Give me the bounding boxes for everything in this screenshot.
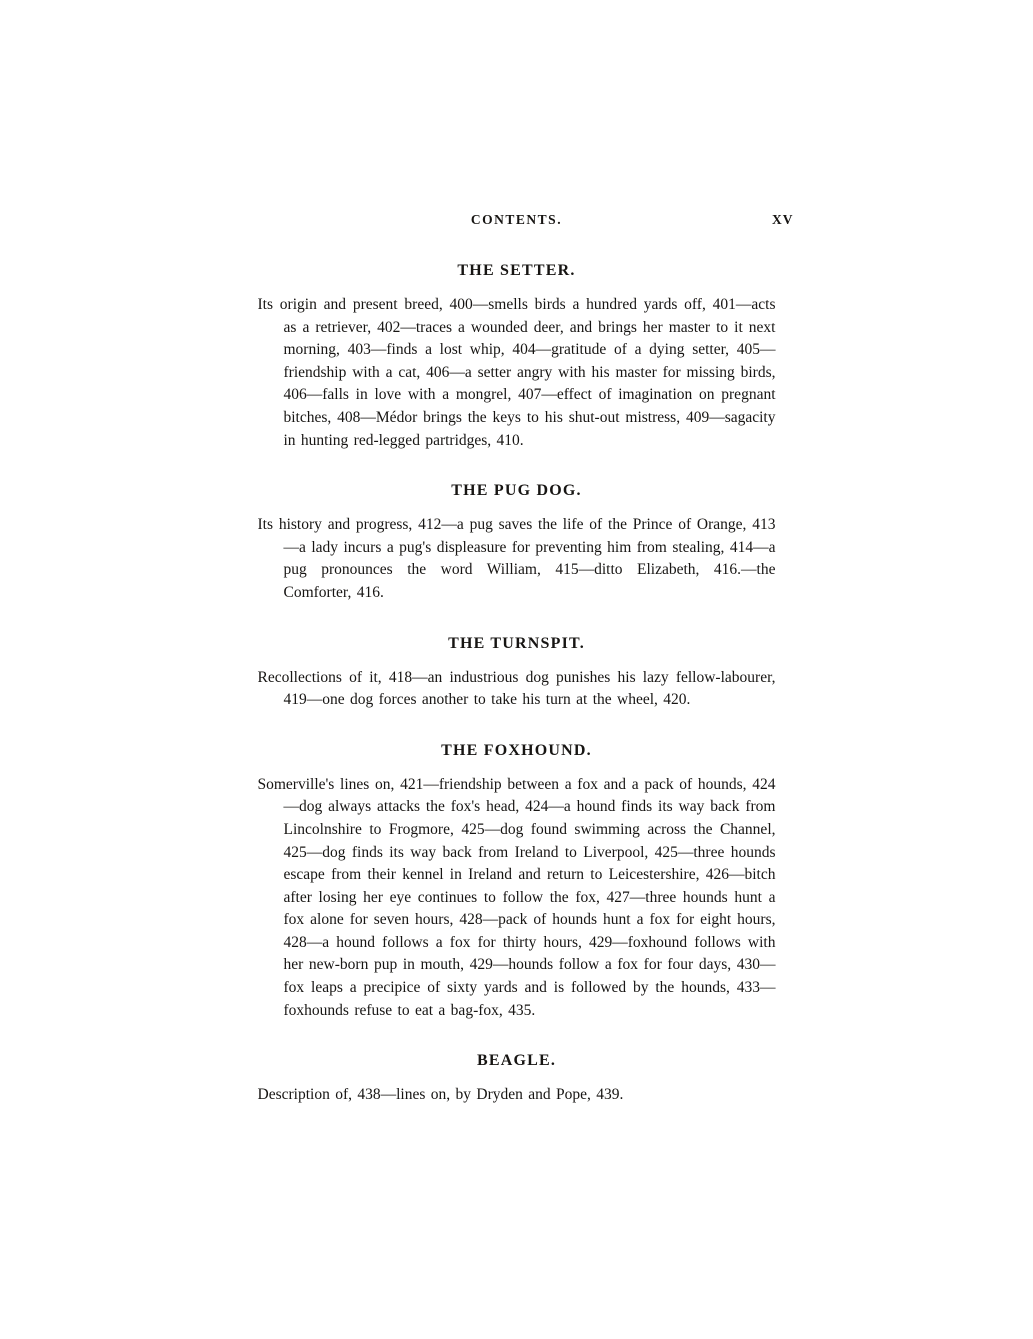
section-heading: BEAGLE. [476,1052,557,1070]
section-body: Recollections of it, 418—an industrious dog punishes his lazy fellow-labourer, 419—one dog forces another to take his turn at the wheel, 420. [257,668,776,709]
page-number: XV [772,212,794,227]
section-heading: THE SETTER. [457,262,576,279]
section-heading: THE PUG DOG. [451,482,582,500]
section-the-setter [258,262,776,452]
section-the-turnspit [258,635,776,712]
section-beagle [258,1052,776,1107]
section-heading: THE FOXHOUND. [441,741,592,759]
page-header [258,212,794,232]
section-the-foxhound [258,742,776,1023]
text-block [257,212,794,1107]
section-the-pug-dog [258,482,776,604]
running-title: CONTENTS. [470,212,563,227]
section-body: Description of, 438—lines on, by Dryden and Pope, 439. [257,1086,624,1104]
section-body: Its origin and present breed, 400—smells birds a hundred yards off, 401—acts as a retriever, 402—traces a wounded deer, and brings her master to it next morning, 403—finds a lost whip, 404—gratitude of a dying setter, 405—friendship with a cat, 406—a setter angry with his master for missing birds, 406—falls in love with a mongrel, 407—effect of imagination on pregnant bitches, 408—Médor brings the keys to his shut-out mistress, 409—sagacity in hunting red-legged partridges, 410. [257,296,776,449]
section-body: Somerville's lines on, 421—friendship between a fox and a pack of hounds, 424—dog always attacks the fox's head, 424—a hound finds its way back from Lincolnshire to Frogmore, 425—dog found swimming across the Channel, 425—dog finds its way back from Ireland to Liverpool, 425—three hounds escape from their kennel in Ireland and return to Leicestershire, 426—bitch after losing her eye continues to follow the fox, 427—three hounds hunt a fox alone for seven hours, 428—pack of hounds hunt a fox for eight hours, 428—a hound follows a fox for thirty hours, 429—foxhound follows with her new-born pup in mouth, 429—hounds follow a fox for four days, 430—fox leaps a precipice of sixty yards and is followed by the hounds, 433—foxhounds refuse to eat a bag-fox, 435. [257,775,776,1019]
section-heading: THE TURNSPIT. [448,634,585,652]
section-body: Its history and progress, 412—a pug saves the life of the Prince of Orange, 413—a lady incurs a pug's displeasure for preventing him from stealing, 414—a pug pronounces the word William, 415—ditto Elizabeth, 416.—the Comforter, 416. [257,516,776,601]
